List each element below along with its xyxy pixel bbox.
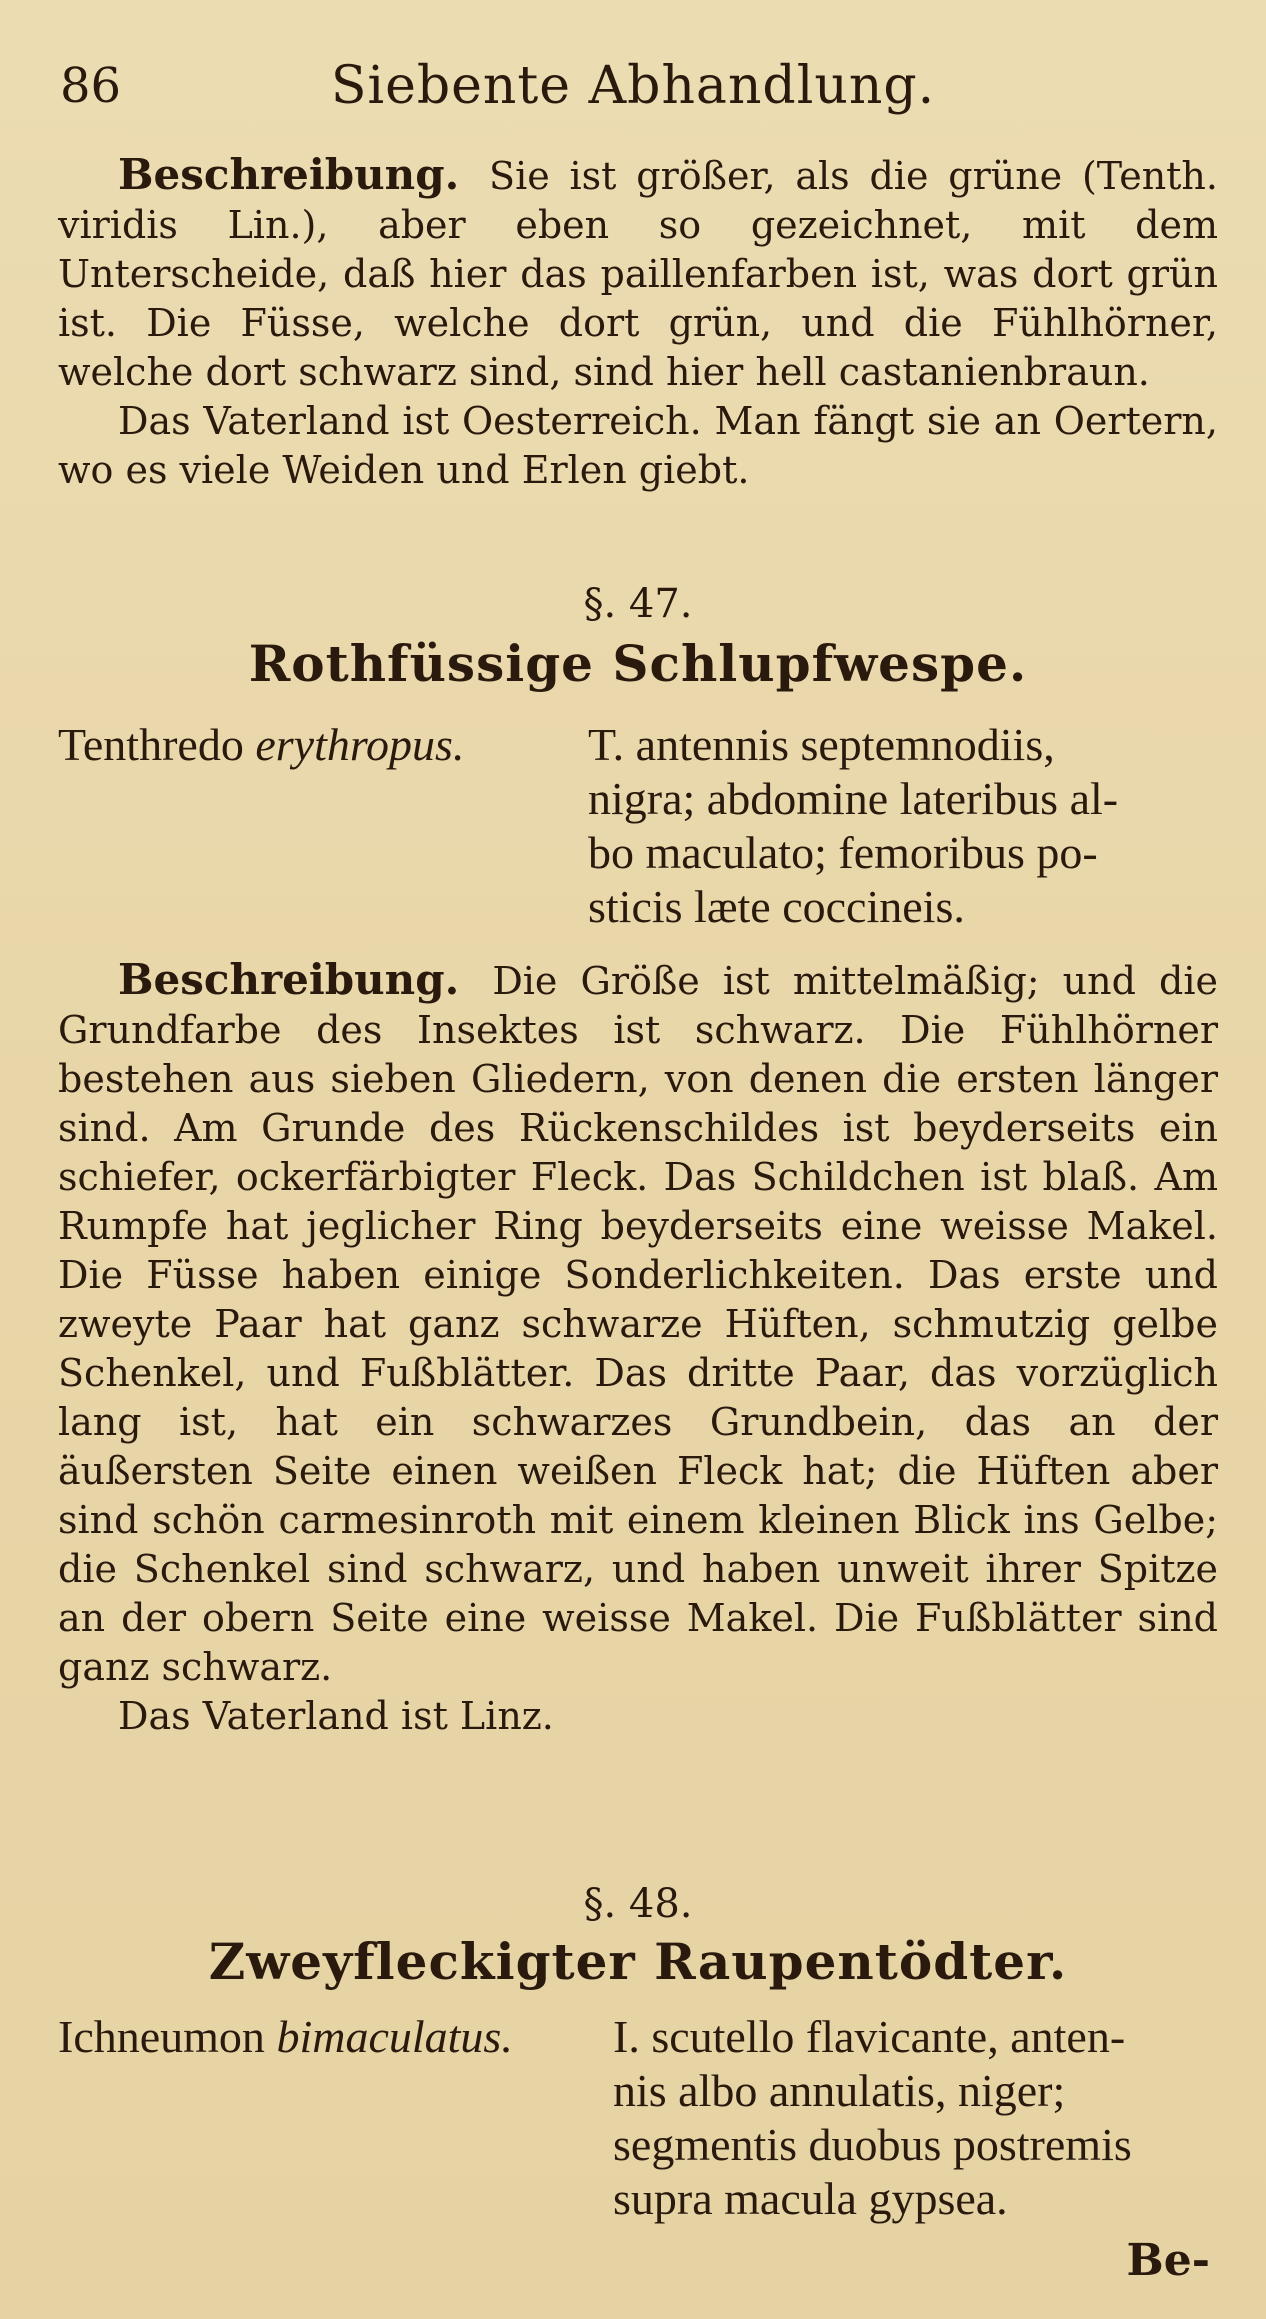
latin-line: T. antennis septemnodiis, — [588, 719, 1055, 770]
description-text: Sie ist größer, als die grüne (Tenth. viridis Lin.), aber eben so gezeichnet, mit dem Unterscheide, daß hier das paillenfarben ist, was dort grün ist. Die Füsse, welche dort grün, und die Fühlhörner, welche dort schwarz sind, sind hier hell castanienbraun. — [58, 154, 1218, 394]
latin-line: nigra; abdomine lateribus al- — [588, 773, 1119, 824]
catchword: Be- — [1126, 2235, 1210, 2286]
description-lead: Beschreibung. — [118, 150, 460, 199]
latin-line: I. scutello flavicante, anten- — [613, 2011, 1126, 2062]
description-paragraph — [58, 150, 1218, 495]
latin-diagnosis-47 — [58, 718, 1218, 948]
latin-description — [613, 2010, 1132, 2226]
section-number: §. 47. — [583, 581, 693, 627]
latin-species: bimaculatus. — [276, 2011, 513, 2062]
latin-name — [58, 718, 464, 772]
section-title: Rothfüssige Schlupfwespe. — [248, 634, 1028, 693]
description-paragraph — [58, 955, 1218, 1741]
section-47-heading — [58, 580, 1218, 693]
latin-name — [58, 2010, 513, 2064]
section-title: Zweyfleckigter Raupentödter. — [208, 1932, 1068, 1991]
page-number: 86 — [60, 58, 122, 114]
latin-description — [588, 718, 1118, 934]
section-48-heading — [58, 1880, 1218, 1991]
latin-line: segmentis duobus postremis — [613, 2119, 1132, 2170]
section-number: §. 48. — [583, 1881, 693, 1927]
homeland-text: Das Vaterland ist Oesterreich. Man fängt sie an Oertern, wo es viele Weiden und Erlen giebt. — [58, 399, 1218, 492]
latin-line: supra macula gypsea. — [613, 2173, 1008, 2224]
description-lead: Beschreibung. — [118, 955, 460, 1004]
latin-genus: Ichneumon — [58, 2011, 265, 2062]
homeland-text: Das Vaterland ist Linz. — [118, 1694, 554, 1738]
description-text: Die Größe ist mittelmäßig; und die Grundfarbe des Insektes ist schwarz. Die Fühlhörner bestehen aus sieben Gliedern, von denen die ersten länger sind. Am Grunde des Rückenschildes ist beyderseits ein schiefer, ockerfärbigter Fleck. Das Schildchen ist blaß. Am Rumpfe hat jeglicher Ring beyderseits eine weisse Makel. Die Füsse haben einige Sonderlichkeiten. Das erste und zweyte Paar hat ganz schwarze Hüften, schmutzig gelbe Schenkel, und Fußblätter. Das dritte Paar, das vorzüglich lang ist, hat ein schwarzes Grundbein, das an der äußersten Seite einen weißen Fleck hat; die Hüften aber sind schön carmesinroth mit einem kleinen Blick ins Gelbe; die Schenkel sind schwarz, und haben unweit ihrer Spitze an der obern Seite eine weisse Makel. Die Fußblätter sind ganz schwarz. — [58, 959, 1218, 1689]
latin-line: bo maculato; femoribus po- — [588, 827, 1098, 878]
latin-species: erythropus. — [255, 719, 465, 770]
latin-line: sticis læte coccineis. — [588, 881, 965, 932]
running-title: Siebente Abhandlung. — [330, 56, 936, 116]
latin-line: nis albo annulatis, niger; — [613, 2065, 1066, 2116]
latin-diagnosis-48 — [58, 2010, 1218, 2240]
page-header — [60, 48, 1206, 118]
latin-genus: Tenthredo — [58, 719, 244, 770]
